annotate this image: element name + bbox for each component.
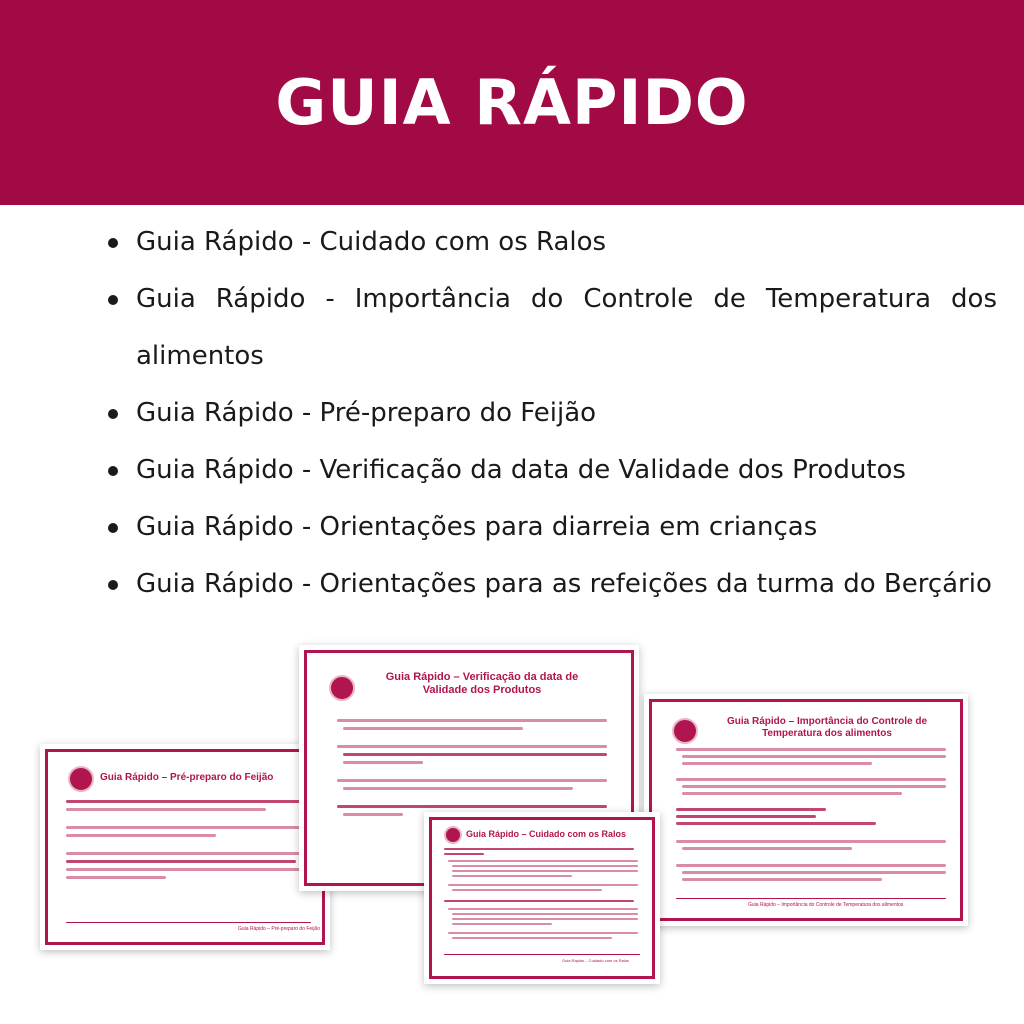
text-line: [676, 898, 946, 899]
text-line: [448, 884, 638, 886]
bullet-icon: [108, 580, 118, 590]
text-line: [676, 808, 826, 811]
text-line: [337, 745, 607, 748]
logo-icon: [68, 766, 94, 792]
list-item: Guia Rápido - Verificação da data de Validade dos Produtos: [105, 442, 997, 499]
text-line: [452, 875, 572, 877]
logo-icon: [329, 675, 355, 701]
text-line: [452, 865, 638, 867]
preview-title: Guia Rápido – Verificação da data de Validade dos Produtos: [385, 671, 579, 697]
preview-title: Guia Rápido – Pré-preparo do Feijão: [100, 772, 274, 783]
preview-footer: Guia Rápido – Cuidado com os Ralos: [562, 958, 629, 963]
preview-ralos: [424, 812, 660, 984]
text-line: [682, 785, 946, 788]
text-line: [682, 755, 946, 758]
text-line: [343, 727, 523, 730]
preview-temperatura: [644, 694, 968, 926]
text-line: [66, 808, 266, 811]
text-line: [682, 871, 946, 874]
text-line: [676, 840, 946, 843]
text-line: [452, 870, 638, 872]
text-line: [66, 868, 306, 871]
bullet-icon: [108, 466, 118, 476]
bullet-icon: [108, 523, 118, 533]
text-line: [682, 792, 902, 795]
text-line: [444, 848, 634, 850]
preview-title: Guia Rápido – Cuidado com os Ralos: [466, 829, 627, 839]
text-line: [66, 834, 216, 837]
bullet-icon: [108, 295, 118, 305]
text-line: [676, 822, 876, 825]
text-line: [682, 762, 872, 765]
preview-title: Guia Rápido – Importância do Controle de Temperatura dos alimentos: [726, 716, 928, 739]
text-line: [676, 748, 946, 751]
text-line: [66, 826, 311, 829]
text-line: [676, 815, 816, 818]
text-line: [452, 923, 552, 925]
text-line: [448, 932, 638, 934]
text-line: [337, 805, 607, 808]
list-item: Guia Rápido - Pré-preparo do Feijão: [105, 385, 997, 442]
text-line: [444, 853, 484, 855]
list-item: Guia Rápido - Orientações para diarreia em crianças: [105, 499, 997, 556]
bullet-icon: [108, 409, 118, 419]
header-banner: [0, 0, 1024, 205]
text-line: [66, 860, 296, 863]
text-line: [452, 889, 602, 891]
text-line: [676, 864, 946, 867]
text-line: [444, 900, 634, 902]
logo-icon: [444, 826, 462, 844]
text-line: [66, 876, 166, 879]
text-line: [337, 779, 607, 782]
text-line: [66, 852, 311, 855]
text-line: [66, 922, 311, 923]
list-item: Guia Rápido - Importância do Controle de Temperatura dos alimentos: [105, 271, 997, 385]
text-line: [444, 954, 640, 955]
preview-footer: Guia Rápido – Pré-preparo do Feijão: [238, 926, 320, 932]
bullet-icon: [108, 238, 118, 248]
text-line: [682, 878, 882, 881]
text-line: [337, 719, 607, 722]
text-line: [452, 913, 638, 915]
text-line: [343, 787, 573, 790]
list-item: Guia Rápido - Cuidado com os Ralos: [105, 214, 997, 271]
text-line: [452, 937, 612, 939]
text-line: [343, 753, 607, 756]
text-line: [448, 908, 638, 910]
page-title: GUIA RÁPIDO: [275, 66, 749, 139]
text-line: [448, 860, 638, 862]
text-line: [343, 813, 403, 816]
text-line: [676, 778, 946, 781]
text-line: [452, 918, 638, 920]
text-line: [343, 761, 423, 764]
text-line: [66, 800, 306, 803]
guide-list: [105, 214, 997, 613]
preview-feijao: [40, 744, 330, 950]
preview-footer: Guia Rápido – Importância do Controle de Temperatura dos alimentos: [748, 902, 904, 908]
text-line: [682, 847, 852, 850]
logo-icon: [672, 718, 698, 744]
list-item: Guia Rápido - Orientações para as refeições da turma do Berçário: [105, 556, 997, 613]
